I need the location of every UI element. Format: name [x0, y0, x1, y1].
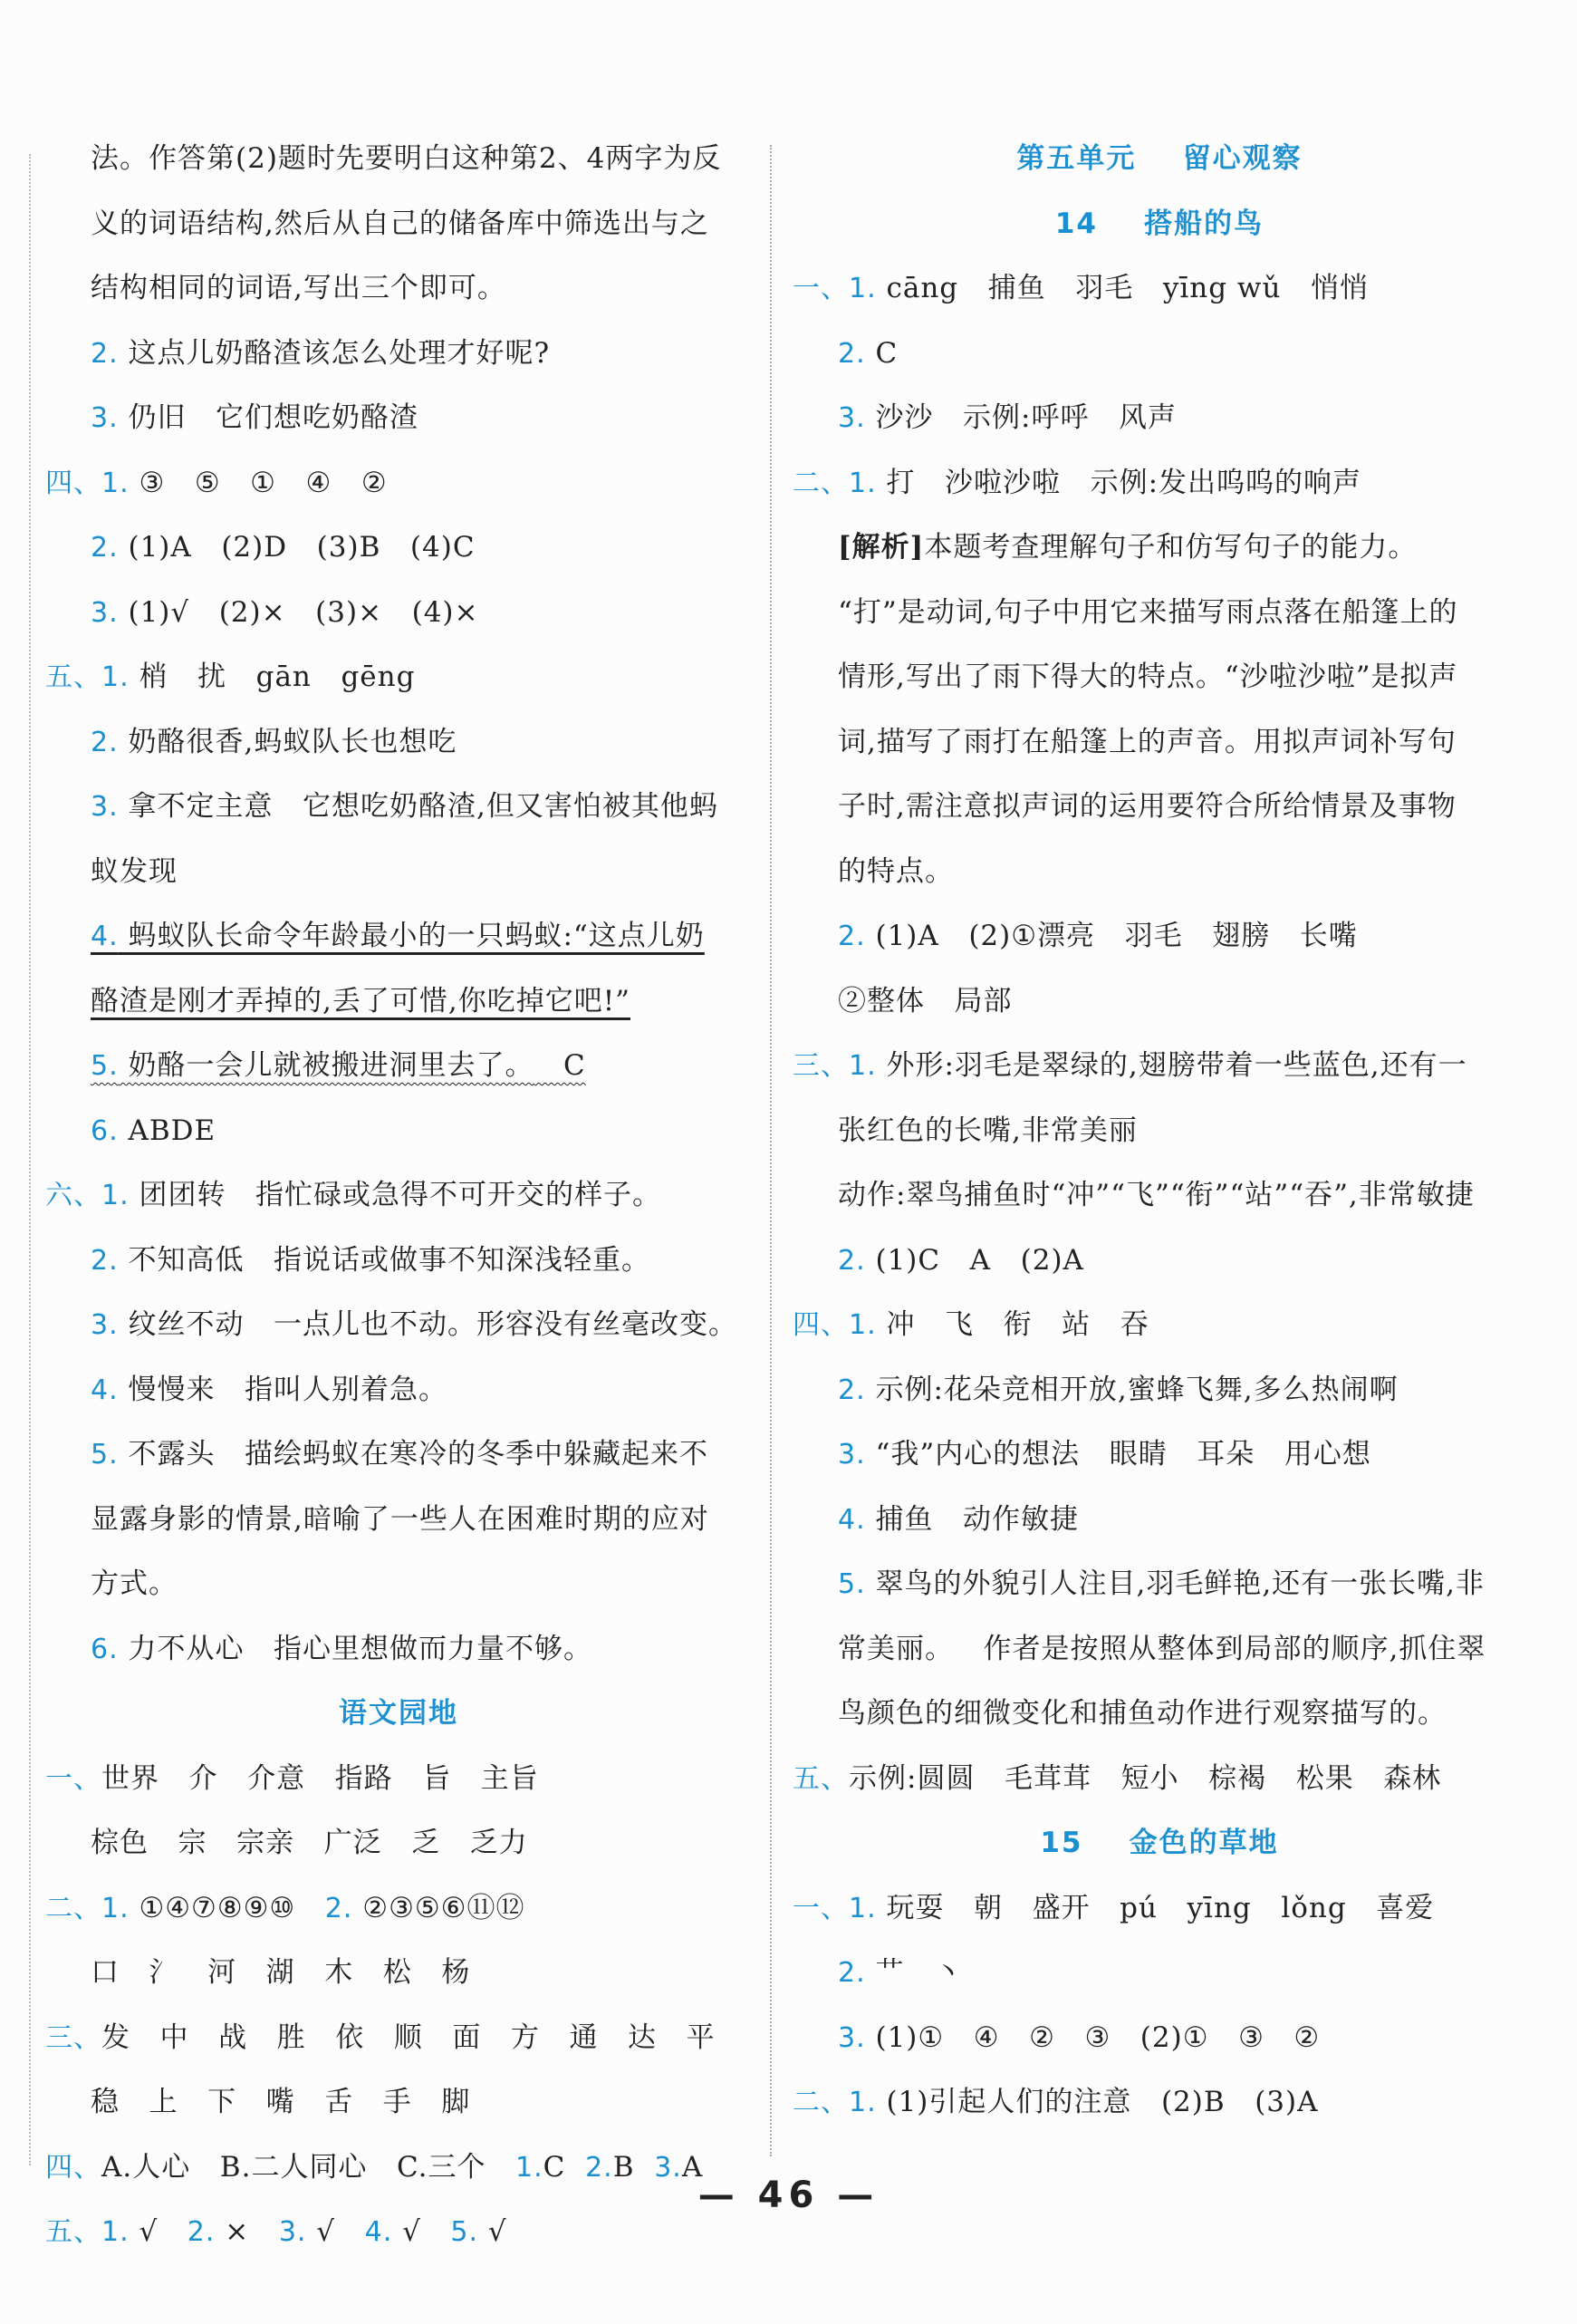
- answer-line: [36, 256, 761, 322]
- item-number: 2.: [91, 1244, 119, 1277]
- answer-line: [784, 1617, 1535, 1683]
- item-number: 5.: [91, 1050, 119, 1082]
- item-number: 一、1.: [793, 1892, 877, 1924]
- analysis-label: [解析]: [838, 531, 925, 564]
- answer-line: [784, 256, 1535, 322]
- answer-text: 玩耍 朝 盛开 pú yīng lǒng 喜爱: [876, 1891, 1435, 1924]
- answer-text: (1)A (2)①漂亮 羽毛 翅膀 长嘴: [865, 920, 1358, 952]
- answer-text: 情形,写出了雨下得大的特点。“沙啦沙啦”是拟声: [838, 661, 1458, 693]
- answer-line: [36, 451, 761, 516]
- answer-line: [36, 581, 761, 646]
- item-number: 一、1.: [793, 273, 877, 304]
- item-number: 2.: [91, 726, 119, 758]
- section-title: [784, 192, 1535, 257]
- answer-line: [36, 1552, 761, 1617]
- answer-text: 不知高低 指说话或做事不知深浅轻重。: [118, 1243, 651, 1277]
- item-number: 2.: [187, 2216, 216, 2248]
- answer-text: 常美丽。 作者是按照从整体到局部的顺序,抓住翠: [838, 1632, 1486, 1665]
- answer-line: [784, 1034, 1535, 1099]
- answer-line: [36, 1488, 761, 1553]
- left-column: [36, 127, 761, 2265]
- answer-line: [36, 1941, 761, 2006]
- answer-text: 翠鸟的外貌引人注目,羽毛鲜艳,还有一张长嘴,非: [865, 1567, 1486, 1600]
- answer-line: [36, 516, 761, 581]
- left-margin-line: [29, 154, 31, 2165]
- answer-line: [36, 969, 761, 1035]
- answer-line: [784, 516, 1535, 581]
- item-number: 四、1.: [45, 467, 130, 499]
- item-number: 4.: [838, 1503, 866, 1536]
- item-number: 四、: [45, 2151, 101, 2184]
- answer-text: 慢慢来 指叫人别着急。: [118, 1373, 448, 1406]
- answer-text: 示例:圆圆 毛茸茸 短小 棕褐 松果 森林: [849, 1761, 1442, 1795]
- answer-text: 纹丝不动 一点儿也不动。形容没有丝毫改变。: [118, 1308, 738, 1341]
- item-number: 五、1.: [45, 2216, 130, 2248]
- answer-text: 外形:羽毛是翠绿的,翅膀带着一些蓝色,还有一: [876, 1049, 1467, 1082]
- answer-line: [36, 1358, 761, 1423]
- answer-text: 子时,需注意拟声词的运用要符合所给情景及事物: [838, 790, 1457, 823]
- answer-text: (1)A (2)D (3)B (4)C: [118, 531, 476, 564]
- answer-line: [36, 775, 761, 840]
- answer-text: C: [543, 2150, 586, 2184]
- answer-line: [784, 2070, 1535, 2136]
- item-number: 3.: [278, 2216, 307, 2248]
- answer-line: [784, 2006, 1535, 2071]
- answer-text: 鸟颜色的细微变化和捕鱼动作进行观察描写的。: [838, 1697, 1447, 1730]
- item-number: 2.: [585, 2151, 613, 2184]
- answer-line: [36, 127, 761, 192]
- answer-text: 奶酪很香,蚂蚁队长也想吃: [118, 725, 457, 758]
- item-number: 3.: [91, 596, 119, 629]
- answer-text: ①④⑦⑧⑨⑩: [129, 1891, 325, 1924]
- item-number: 2.: [838, 1957, 866, 1989]
- answer-text: (1)√ (2)× (3)× (4)×: [118, 595, 479, 629]
- answer-line: [784, 1552, 1535, 1617]
- answer-text: A: [681, 2150, 704, 2184]
- answer-line: [36, 1163, 761, 1229]
- item-number: 2.: [91, 337, 119, 370]
- answer-text: 蚁发现: [91, 854, 178, 888]
- answer-text: 方式。: [91, 1567, 178, 1600]
- item-number: 2.: [838, 1374, 866, 1406]
- answer-text: 仍旧 它们想吃奶酪渣: [118, 401, 419, 434]
- answer-line: [36, 710, 761, 776]
- answer-line: [784, 1163, 1535, 1229]
- answer-line: [784, 386, 1535, 451]
- item-number: 6.: [91, 1114, 119, 1147]
- item-number: 5.: [450, 2216, 479, 2248]
- answer-line: [36, 1099, 761, 1164]
- answer-text: 第五单元 留心观察: [1016, 142, 1303, 175]
- answer-text: 力不从心 指心里想做而力量不够。: [118, 1632, 593, 1665]
- answer-text: 口 氵 河 湖 木 松 杨: [91, 1956, 471, 1989]
- item-number: 2.: [838, 337, 866, 370]
- answer-text: 艹 丶: [865, 1956, 964, 1989]
- answer-line: [36, 192, 761, 257]
- answer-text: 团团转 指忙碌或急得不可开交的样子。: [129, 1179, 662, 1211]
- answer-line: [784, 581, 1535, 646]
- item-number: 2.: [838, 1244, 866, 1277]
- answer-line: [36, 2070, 761, 2136]
- answer-text: √: [478, 2215, 507, 2248]
- item-number: 3.: [838, 2021, 866, 2054]
- item-number: 1.: [515, 2151, 543, 2184]
- answer-line: [36, 645, 761, 710]
- answer-line: [36, 322, 761, 387]
- answer-line: [784, 322, 1535, 387]
- answer-text: 示例:花朵竞相开放,蜜蜂飞舞,多么热闹啊: [865, 1373, 1399, 1406]
- right-column: [784, 127, 1535, 2136]
- answer-text: (1)C A (2)A: [865, 1243, 1084, 1277]
- item-number: 二、1.: [45, 1892, 130, 1924]
- answer-text: (1)① ④ ② ③ (2)① ③ ②: [865, 2020, 1321, 2054]
- answer-line: [784, 775, 1535, 840]
- answer-line: [36, 1034, 761, 1099]
- answer-line: [784, 1229, 1535, 1294]
- answer-text: 拿不定主意 它想吃奶酪渣,但又害怕被其他蚂: [118, 790, 718, 823]
- answer-text: (1)引起人们的注意 (2)B (3)A: [876, 2086, 1319, 2118]
- answer-text: 发 中 战 胜 依 顺 面 方 通 达 平: [101, 2020, 716, 2054]
- answer-line: [784, 1358, 1535, 1423]
- answer-line: [784, 1293, 1535, 1358]
- answer-text: 结构相同的词语,写出三个即可。: [91, 272, 506, 304]
- answer-text: 沙沙 示例:呼呼 风声: [865, 401, 1178, 434]
- item-number: 2.: [838, 921, 866, 952]
- item-number: 3.: [838, 1439, 866, 1471]
- answer-text: cāng 捕鱼 羽毛 yīng wǔ 悄悄: [876, 272, 1369, 304]
- answer-text: ③ ⑤ ① ④ ②: [129, 466, 388, 499]
- item-number: 三、1.: [793, 1050, 877, 1082]
- answer-text: 奶酪一会儿就被搬进洞里去了。: [118, 1049, 534, 1082]
- answer-text: √: [392, 2215, 451, 2248]
- answer-line: [36, 386, 761, 451]
- answer-text: 打 沙啦沙啦 示例:发出呜呜的响声: [876, 466, 1362, 499]
- section-title: [784, 127, 1535, 192]
- answer-line: [784, 1876, 1535, 1942]
- answer-text: 冲 飞 衔 站 吞: [876, 1308, 1149, 1341]
- answer-text: 语文园地: [339, 1697, 458, 1730]
- answer-text: ②整体 局部: [838, 984, 1013, 1017]
- answer-line: [784, 1682, 1535, 1747]
- page-number: — 46 —: [697, 2175, 880, 2216]
- item-number: 3.: [838, 402, 866, 434]
- answer-text: 酪渣是刚才弄掉的,丢了可惜,你吃掉它吧!”: [91, 984, 631, 1017]
- item-number: 3.: [91, 402, 119, 434]
- answer-text: 显露身影的情景,暗喻了一些人在困难时期的应对: [91, 1502, 709, 1536]
- answer-text: “打”是动词,句子中用它来描写雨点落在船篷上的: [838, 595, 1458, 629]
- answer-text: ABDE: [118, 1114, 216, 1147]
- answer-line: [784, 1747, 1535, 1812]
- answer-line: [784, 451, 1535, 516]
- answer-text: 棕色 宗 宗亲 广泛 乏 乏力: [91, 1827, 528, 1859]
- answer-line: [784, 1099, 1535, 1164]
- answer-text: 这点儿奶酪渣该怎么处理才好呢?: [118, 336, 551, 370]
- item-number: 四、1.: [793, 1309, 877, 1341]
- section-title: [784, 1811, 1535, 1876]
- answer-line: [36, 1876, 761, 1942]
- answer-text: √: [306, 2215, 365, 2248]
- answer-text: “我”内心的想法 眼睛 耳朵 用心想: [865, 1438, 1371, 1471]
- item-number: 4.: [91, 1374, 119, 1406]
- answer-text: 词,描写了雨打在船篷上的声音。用拟声词补写句: [838, 725, 1457, 758]
- item-number: 二、1.: [793, 467, 877, 499]
- answer-text: 的特点。: [838, 854, 954, 888]
- item-number: 五、1.: [45, 661, 130, 693]
- answer-text: 稳 上 下 嘴 舌 手 脚: [91, 2086, 471, 2118]
- item-number: 二、1.: [793, 2087, 877, 2118]
- answer-text: 梢 扰 gān gēng: [129, 661, 416, 693]
- answer-text: √: [129, 2215, 188, 2248]
- item-number: 2.: [91, 532, 119, 564]
- answer-text: ②③⑤⑥⑪⑫: [352, 1891, 525, 1924]
- answer-text: 张红色的长嘴,非常美丽: [838, 1114, 1138, 1147]
- answer-line: [784, 904, 1535, 969]
- item-number: 5.: [91, 1439, 119, 1471]
- item-number: 一、: [45, 1762, 101, 1795]
- answer-line: [784, 1488, 1535, 1553]
- item-number: 三、: [45, 2021, 101, 2054]
- answer-text: 14 搭船的鸟: [1054, 207, 1264, 240]
- answer-line: [784, 1941, 1535, 2006]
- answer-line: [784, 1422, 1535, 1488]
- item-number: 六、1.: [45, 1180, 130, 1211]
- answer-text: C: [865, 336, 899, 370]
- answer-text: A.人心 B.二人同心 C.三个: [101, 2150, 516, 2184]
- answer-text: 义的词语结构,然后从自己的储备库中筛选出与之: [91, 207, 709, 240]
- answer-line: [36, 2006, 761, 2071]
- item-number: 5.: [838, 1568, 866, 1600]
- answer-text: 法。作答第(2)题时先要明白这种第2、4两字为反: [91, 142, 722, 175]
- answer-line: [36, 1422, 761, 1488]
- answer-line: [36, 904, 761, 969]
- answer-line: [36, 1811, 761, 1876]
- item-number: 4.: [364, 2216, 393, 2248]
- column-divider: [770, 145, 772, 2156]
- item-number: 3.: [654, 2151, 682, 2184]
- answer-text: 本题考查理解句子和仿写句子的能力。: [924, 531, 1418, 564]
- answer-text: B: [612, 2150, 655, 2184]
- answer-text: 15 金色的草地: [1040, 1827, 1279, 1859]
- answer-text: 捕鱼 动作敏捷: [865, 1502, 1080, 1536]
- answer-text: C: [534, 1049, 586, 1082]
- answer-text: 动作:翠鸟捕鱼时“冲”“飞”“衔”“站”“吞”,非常敏捷: [838, 1179, 1475, 1211]
- item-number: 4.: [91, 921, 119, 952]
- answer-line: [784, 969, 1535, 1035]
- section-title: [36, 1682, 761, 1747]
- answer-line: [36, 1229, 761, 1294]
- answer-line: [36, 1747, 761, 1812]
- answer-text: 不露头 描绘蚂蚁在寒冷的冬季中躲藏起来不: [118, 1438, 709, 1471]
- answer-line: [784, 840, 1535, 905]
- answer-text: 蚂蚁队长命令年龄最小的一只蚂蚁:“这点儿奶: [118, 920, 705, 952]
- answer-text: ×: [215, 2215, 279, 2248]
- answer-text: 世界 介 介意 指路 旨 主旨: [101, 1761, 539, 1795]
- answer-line: [36, 840, 761, 905]
- answer-line: [784, 645, 1535, 710]
- item-number: 6.: [91, 1633, 119, 1665]
- item-number: 3.: [91, 1309, 119, 1341]
- answer-line: [36, 1293, 761, 1358]
- answer-line: [784, 710, 1535, 776]
- item-number: 2.: [324, 1892, 353, 1924]
- answer-line: [36, 1617, 761, 1683]
- item-number: 3.: [91, 791, 119, 823]
- item-number: 五、: [793, 1762, 849, 1795]
